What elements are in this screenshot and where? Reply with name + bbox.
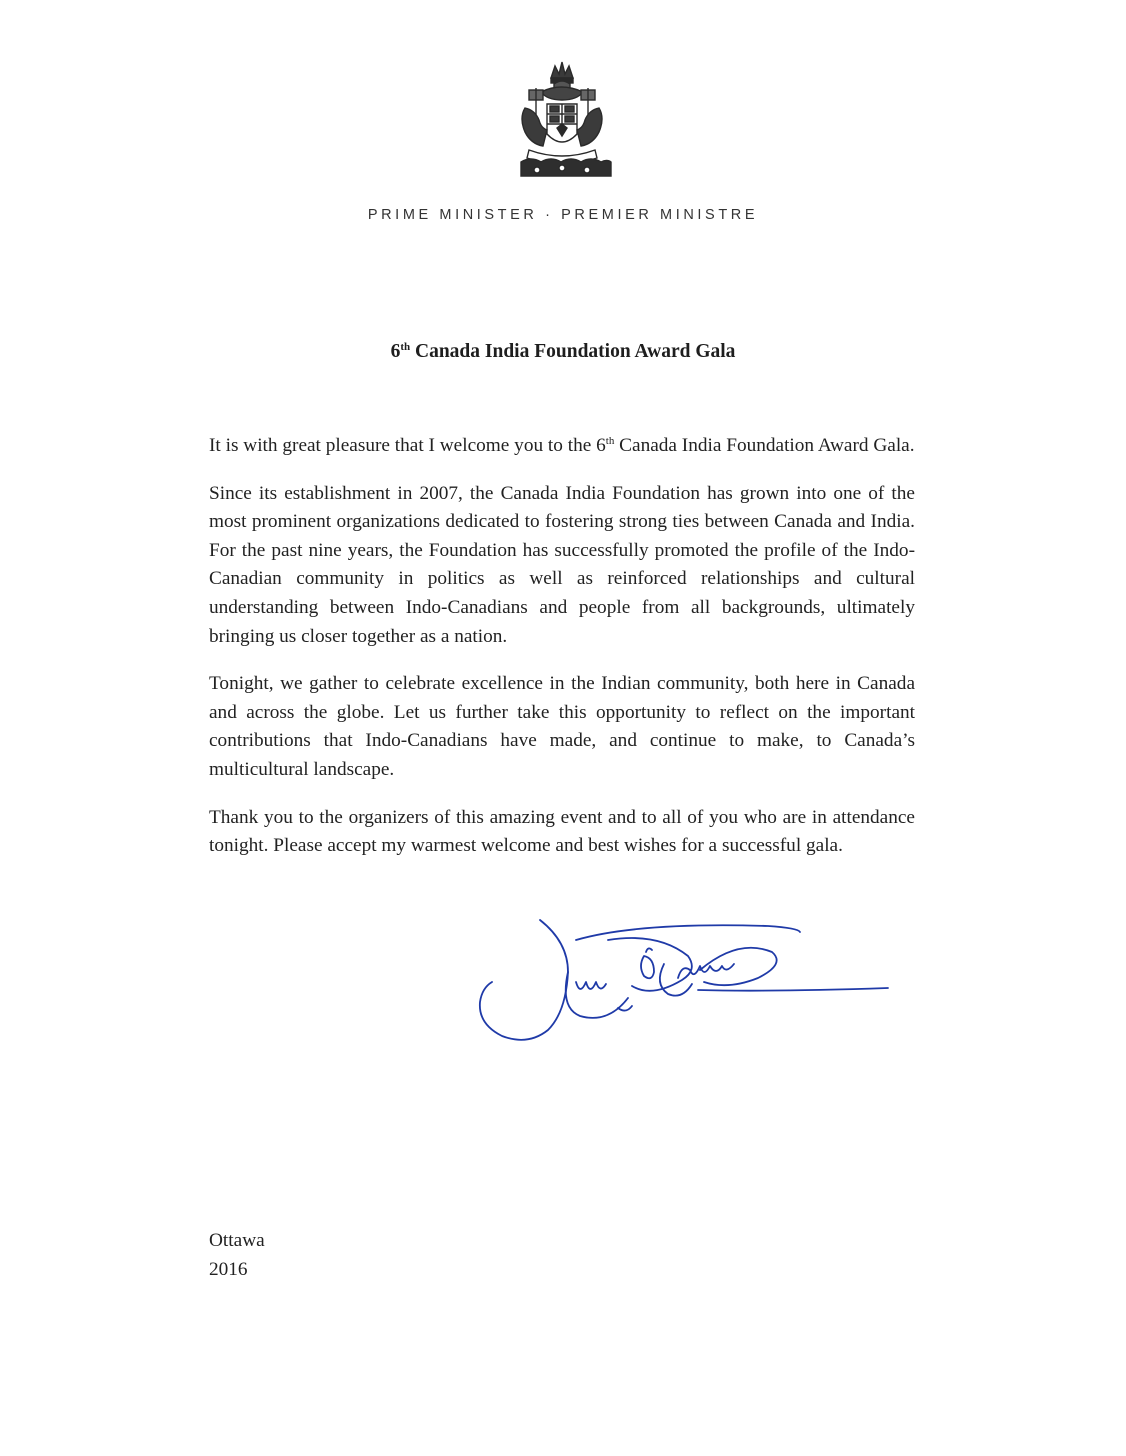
canadian-coat-of-arms-icon [511,58,613,184]
letterhead-office-title: PRIME MINISTER · PREMIER MINISTRE [367,207,759,223]
paragraph-1-after: Canada India Foundation Award Gala. [614,435,915,456]
letter-body [209,432,915,880]
paragraph-2: Since its establishment in 2007, the Canada India Foundation has grown into one of the most prominent organizations dedicated to fostering strong ties between Canada and India. For the past nine years, the Foundation has successfully promoted the profile of the Indo-Canadian community in politics as well as reinforced relationships and cultural understanding between Indo-Canadians and people from all backgrounds, ultimately bringing us closer together as a nation. [209,482,915,647]
letter-title [0,341,1126,363]
title-number: 6 [390,341,401,362]
closing-block [209,1226,265,1284]
paragraph-3: Tonight, we gather to celebrate excellence in the Indian community, both here in Canada and across the globe. Let us further take this opportunity to reflect on the important contributions that Indo-Canadians have made, and continue to make, to Canada’s multicultural landscape. [209,673,915,780]
paragraph-1-ordinal: th [605,435,615,447]
title-ordinal: th [400,341,411,353]
paragraph-4: Thank you to the organizers of this amazing event and to all of you who are in attendance tonight. Please accept my warmest welcome and best wishes for a successful gala. [209,806,915,857]
title-text: Canada India Foundation Award Gala [410,341,736,362]
paragraph-1-before: It is with great pleasure that I welcome you to the 6 [209,435,606,456]
handwritten-signature-icon [468,912,898,1062]
closing-year: 2016 [209,1259,248,1280]
closing-place: Ottawa [209,1230,265,1251]
paragraph-1 [209,432,915,461]
